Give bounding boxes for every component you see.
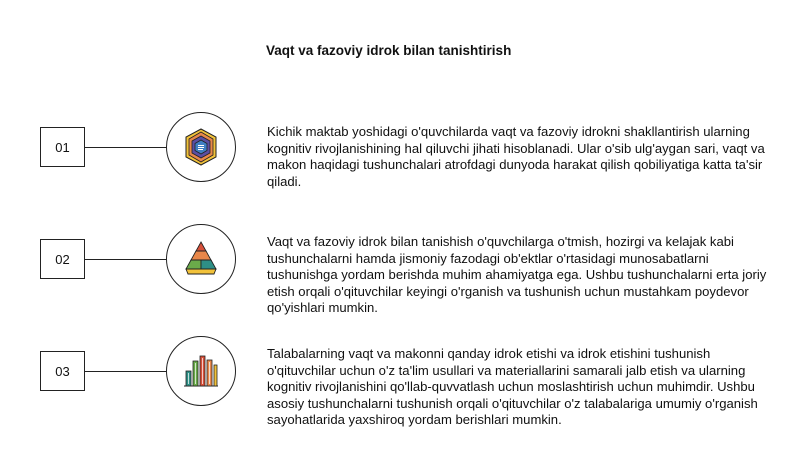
polygon-badge-icon [181,127,221,167]
connector-line [85,259,167,260]
paragraph-01: Kichik maktab yoshidagi o'quvchilarda vaqt va fazoviy idrokni shakllantirish ularning kognitiv rivojlanishining hal qiluvchi jihati hisoblanadi. Ular o'sib ulg'aygan sari, vaqt va makon haqidagi tushunchalari atrofdagi dunyoda harakat qilish qobiliyatiga katta ta'sir qiladi. [267,124,765,189]
icon-circle [166,224,236,294]
step-number-02: 02 [40,239,85,279]
pyramid-icon [180,239,222,279]
connector-line [85,147,167,148]
icon-circle [166,336,236,406]
bar-chart-icon [180,351,222,391]
page-title: Vaqt va fazoviy idrok bilan tanishtirish [266,43,512,58]
icon-circle [166,112,236,182]
step-number-01: 01 [40,127,85,167]
paragraph-02: Vaqt va fazoviy idrok bilan tanishish o'quvchilarga o'tmish, hozirgi va kelajak kabi tushunchalarni hamda jismoniy fazodagi ob'ektlar o'rtasidagi munosabatlarni tushunishga yordam berishda muhim ahamiyatga ega. Ushbu tushunchalarni erta joriy etish orqali o'qituvchilar keyingi o'rganish va tushunish uchun mustahkam poydevor qo'yishlari mumkin. [267,234,767,315]
paragraph-03: Talabalarning vaqt va makonni qanday idrok etishi va idrok etishini tushunish o'qituvchilar uchun o'z ta'lim usullari va materiallarini samarali jalb etish va ularning kognitiv rivojlanishini qo'llab-quvvatlash uchun moslashtirish uchun muhimdir. Ushbu asosiy tushunchalarni tushunish orqali o'qituvchilar o'z talabalariga umumiy o'rganish sayohatlarida yaxshiroq yordam berishlari mumkin. [267,346,758,427]
step-number-03: 03 [40,351,85,391]
connector-line [85,371,167,372]
